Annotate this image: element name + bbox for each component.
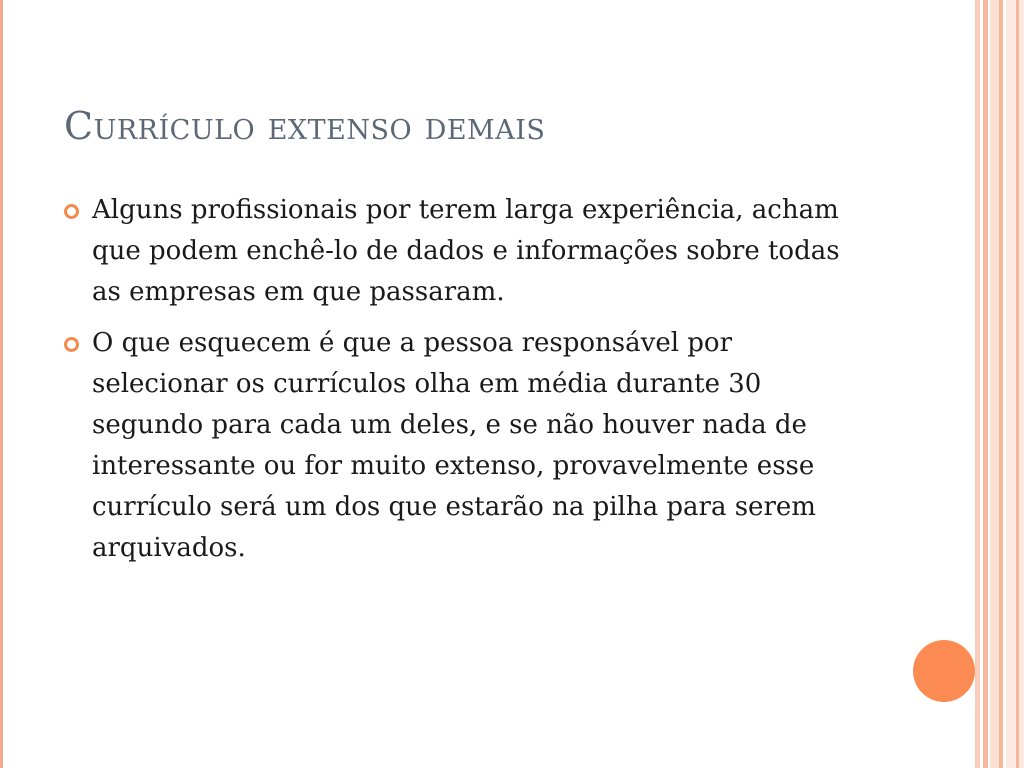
bullet-item <box>64 190 864 313</box>
bullet-text: Alguns profissionais por terem larga experiência, acham que podem enchê-lo de dados e informações sobre todas as empresas em que passaram. <box>92 195 840 307</box>
left-border-stripe <box>0 0 3 768</box>
bullet-item <box>64 323 864 569</box>
slide-title: Currículo extenso demais <box>64 104 546 148</box>
right-decor-band <box>1016 0 1019 768</box>
right-decor-band <box>990 0 999 768</box>
decorative-circle <box>913 640 975 702</box>
bullet-circle-icon <box>64 204 79 219</box>
right-decor-band <box>1006 0 1024 768</box>
bullet-list <box>64 190 864 579</box>
bullet-text: O que esquecem é que a pessoa responsável por selecionar os currículos olha em média durante 30 segundo para cada um deles, e se não houver nada de interessante ou for muito extenso, provavelmente esse currículo será um dos que estarão na pilha para serem arquivados. <box>92 328 816 563</box>
bullet-circle-icon <box>64 337 79 352</box>
